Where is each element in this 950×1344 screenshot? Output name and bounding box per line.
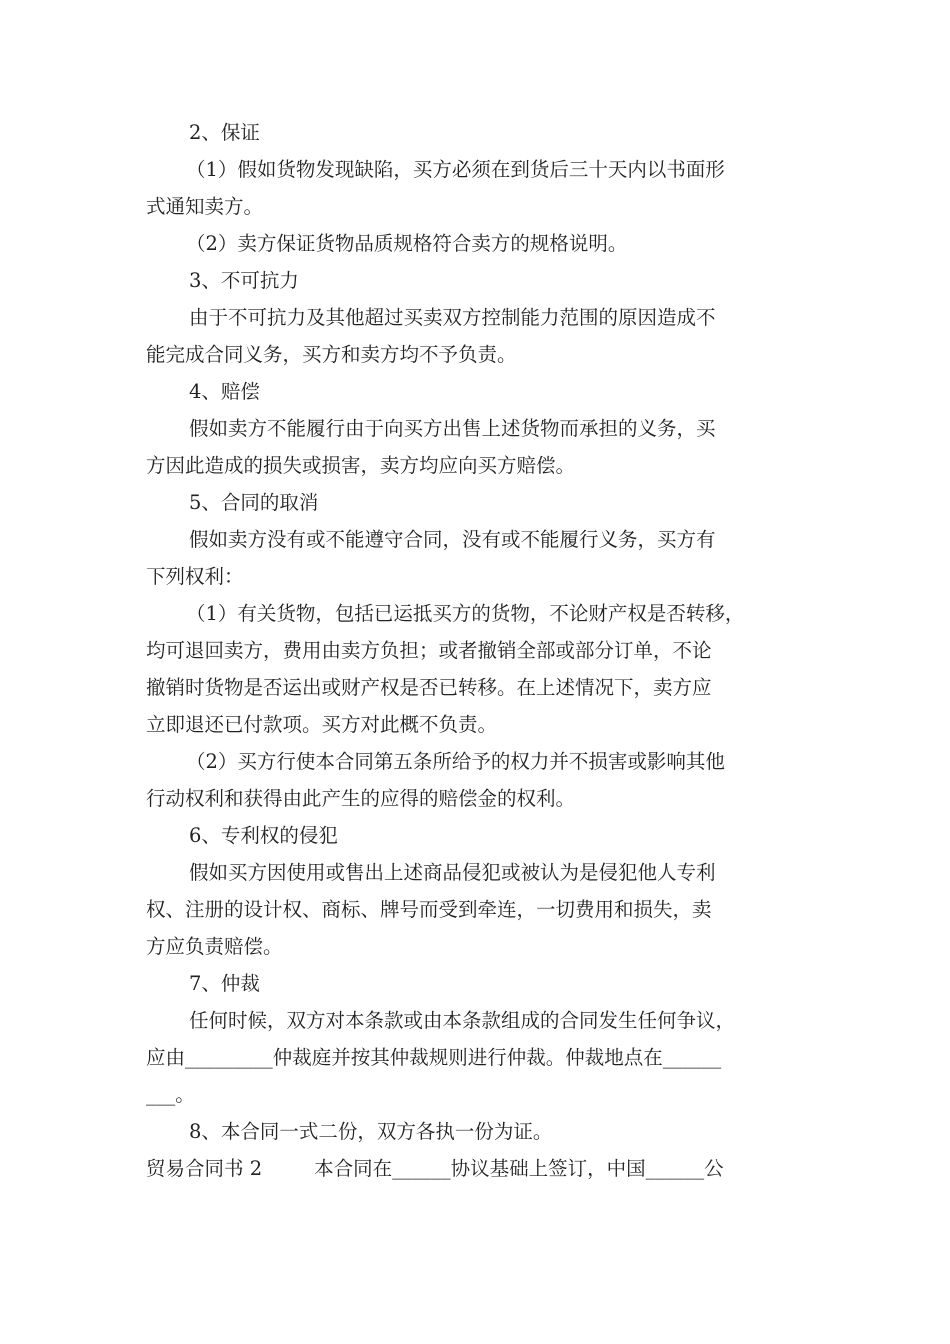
paragraph-line: 撤销时货物是否运出或财产权是否已转移。在上述情况下，卖方应 [146, 676, 712, 699]
paragraph-line: 方因此造成的损失或损害，卖方均应向买方赔偿。 [146, 454, 576, 477]
paragraph-line: （1）假如货物发现缺陷，买方必须在到货后三十天内以书面形 [186, 158, 725, 181]
paragraph-line: 任何时候，双方对本条款或由本条款组成的合同发生任何争议， [189, 1009, 736, 1032]
paragraph-line: （1）有关货物，包括已运抵买方的货物，不论财产权是否转移， [186, 602, 745, 625]
contract-2-text: 本合同在______协议基础上签订，中国______公 [314, 1157, 724, 1180]
section-heading-cancellation: 5、合同的取消 [189, 491, 319, 514]
section-heading-compensation: 4、赔偿 [189, 380, 260, 403]
section-heading-copies: 8、本合同一式二份，双方各执一份为证。 [189, 1120, 553, 1143]
contract-2-title: 贸易合同书 2 [146, 1157, 263, 1180]
paragraph-line: 方应负责赔偿。 [146, 935, 283, 958]
paragraph-line: 均可退回卖方，费用由卖方负担；或者撤销全部或部分订单，不论 [146, 639, 712, 662]
paragraph-line: 立即退还已付款项。买方对此概不负责。 [146, 713, 498, 736]
section-heading-warranty: 2、保证 [189, 121, 260, 144]
paragraph-line: 假如卖方不能履行由于向买方出售上述货物而承担的义务，买 [189, 417, 716, 440]
contract-body [146, 114, 810, 1187]
paragraph-line: 式通知卖方。 [146, 195, 264, 218]
paragraph-line: 假如买方因使用或售出上述商品侵犯或被认为是侵犯他人专利 [189, 861, 716, 884]
paragraph-line: （2）买方行使本合同第五条所给予的权力并不损害或影响其他 [186, 750, 725, 773]
section-heading-patent: 6、专利权的侵犯 [189, 824, 338, 847]
paragraph-line: ___。 [146, 1083, 195, 1106]
paragraph-line: 下列权利： [146, 565, 244, 588]
contract-2-first-line [146, 1150, 810, 1187]
section-heading-force-majeure: 3、不可抗力 [189, 269, 299, 292]
paragraph-line: 能完成合同义务，买方和卖方均不予负责。 [146, 343, 517, 366]
paragraph-line: （2）卖方保证货物品质规格符合卖方的规格说明。 [186, 232, 628, 255]
section-heading-arbitration: 7、仲裁 [189, 972, 260, 995]
paragraph-line: 假如卖方没有或不能遵守合同，没有或不能履行义务，买方有 [189, 528, 716, 551]
paragraph-line: 行动权利和获得由此产生的应得的赔偿金的权利。 [146, 787, 576, 810]
paragraph-line: 权、注册的设计权、商标、牌号而受到牵连，一切费用和损失，卖 [146, 898, 712, 921]
paragraph-line: 应由_________仲裁庭并按其仲裁规则进行仲裁。仲裁地点在______ [146, 1046, 722, 1069]
paragraph-line: 由于不可抗力及其他超过买卖双方控制能力范围的原因造成不 [189, 306, 716, 329]
